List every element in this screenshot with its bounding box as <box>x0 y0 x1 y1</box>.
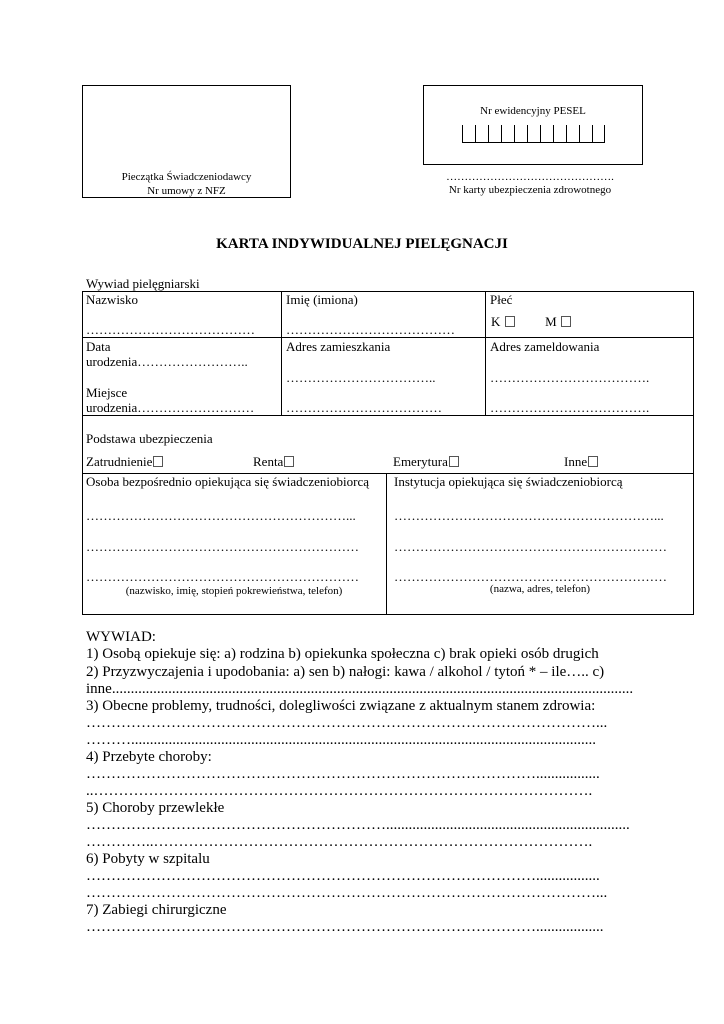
interview-line-8[interactable]: ………………………………………………………………………………................. <box>86 766 600 782</box>
section-label: Wywiad pielęgniarski <box>86 276 200 291</box>
insurance-card-label: Nr karty ubezpieczenia zdrowotnego <box>448 184 612 196</box>
interview-line-10: 5) Choroby przewlekłe <box>86 800 225 816</box>
institution-field-1[interactable]: ……………………………………………………... <box>394 508 664 523</box>
sex-k-checkbox[interactable] <box>505 316 515 327</box>
pesel-cell[interactable] <box>579 125 592 143</box>
insurance-employment-label: Zatrudnienie <box>86 454 153 469</box>
insurance-other-checkbox[interactable] <box>588 456 598 467</box>
institution-field-3[interactable]: ……………………………………………………… <box>394 569 667 584</box>
residence-label: Adres zamieszkania <box>286 339 391 354</box>
caregiver-field-3[interactable]: ……………………………………………………… <box>86 569 359 584</box>
institution-hint: (nazwa, adres, telefon) <box>489 583 591 595</box>
interview-line-13: 6) Pobyty w szpitalu <box>86 851 210 867</box>
birthplace-field[interactable]: urodzenia……………………… <box>86 400 255 415</box>
interview-line-15[interactable]: …………………………………………………………………………………………... <box>86 885 608 901</box>
insurance-retirement-label: Emerytura <box>393 454 448 469</box>
interview-line-1: 1) Osobą opiekuje się: a) rodzina b) opiekunka społeczna c) brak opieki osób drugich <box>86 646 599 662</box>
page-title: KARTA INDYWIDUALNEJ PIELĘGNACJI <box>216 236 508 252</box>
pesel-cell[interactable] <box>514 125 527 143</box>
pesel-input-cells[interactable] <box>423 125 643 143</box>
interview-line-9[interactable]: ..………………………………………………………………………………………. <box>86 783 593 799</box>
pesel-cell[interactable] <box>592 125 605 143</box>
pesel-cell[interactable] <box>462 125 475 143</box>
sex-m-checkbox[interactable] <box>561 316 571 327</box>
insurance-pension <box>253 454 294 470</box>
interview-line-16: 7) Zabiegi chirurgiczne <box>86 902 227 918</box>
institution-field-2[interactable]: ……………………………………………………… <box>394 539 667 554</box>
pesel-cell[interactable] <box>501 125 514 143</box>
caregiver-field-1[interactable]: ……………………………………………………... <box>86 508 356 523</box>
interview-line-2: 2) Przyzwyczajenia i upodobania: a) sen b) nałogi: kawa / alkohol / tytoń * – ile….. c) <box>86 664 605 680</box>
insurance-label: Podstawa ubezpieczenia <box>86 431 213 446</box>
insurance-employment-checkbox[interactable] <box>153 456 163 467</box>
interview-line-14[interactable]: ………………………………………………………………………………................. <box>86 868 600 884</box>
pesel-cell[interactable] <box>475 125 488 143</box>
sex-m-label: M <box>545 314 557 329</box>
interview-line-6[interactable]: ………............................................................................................................................ <box>86 732 596 748</box>
insurance-card-dots: ………………………………………. <box>446 171 614 183</box>
pesel-cell[interactable] <box>527 125 540 143</box>
institution-label: Instytucja opiekująca się świadczeniobiorcą <box>394 474 623 489</box>
insurance-pension-checkbox[interactable] <box>284 456 294 467</box>
interview-line-3[interactable]: inne........................................................................................................................................... <box>86 681 634 697</box>
insurance-employment <box>86 454 163 470</box>
surname-field[interactable]: ………………………………… <box>86 322 255 337</box>
birthplace-label: Miejsce <box>86 385 128 400</box>
stamp-label: Pieczątka Świadczeniodawcy <box>121 171 252 183</box>
interview-line-11[interactable]: ……………………………………………………................................................................. <box>86 817 630 833</box>
nfz-contract-label: Nr umowy z NFZ <box>147 185 226 197</box>
registration-label: Adres zameldowania <box>490 339 600 354</box>
insurance-other-label: Inne <box>564 454 588 469</box>
interview-line-4: 3) Obecne problemy, trudności, dolegliwości związane z aktualnym stanem zdrowia: <box>86 698 596 714</box>
insurance-other <box>564 454 598 470</box>
pesel-label: Nr ewidencyjny PESEL <box>480 105 586 117</box>
sex-k-label: K <box>491 314 501 329</box>
sex-label: Płeć <box>490 292 513 307</box>
first-name-label: Imię (imiona) <box>286 292 358 307</box>
interview-line-12[interactable]: …………..……………………………………………………………………………. <box>86 834 593 850</box>
caregiver-label: Osoba bezpośrednio opiekująca się świadczeniobiorcą <box>86 474 370 489</box>
pesel-cell[interactable] <box>540 125 553 143</box>
interview-line-17[interactable]: ……………………………………………………………………………….................. <box>86 919 604 935</box>
pesel-cell[interactable] <box>488 125 501 143</box>
pesel-cell[interactable] <box>553 125 566 143</box>
interview-line-7: 4) Przebyte choroby: <box>86 749 212 765</box>
birth-date-field[interactable]: urodzenia…………………….. <box>86 354 248 369</box>
interview-line-5[interactable]: …………………………………………………………………………………………... <box>86 715 608 731</box>
registration-field-1[interactable]: ………………………………. <box>490 370 650 385</box>
sex-options <box>491 314 571 330</box>
first-name-field[interactable]: ………………………………… <box>286 322 455 337</box>
insurance-retirement <box>393 454 459 470</box>
insurance-retirement-checkbox[interactable] <box>449 456 459 467</box>
surname-label: Nazwisko <box>86 292 138 307</box>
residence-field-1[interactable]: …………………………….. <box>286 370 436 385</box>
caregiver-hint: (nazwisko, imię, stopień pokrewieństwa, telefon) <box>125 585 343 597</box>
insurance-pension-label: Renta <box>253 454 284 469</box>
pesel-cell[interactable] <box>566 125 579 143</box>
interview-heading: WYWIAD: <box>86 629 156 645</box>
registration-field-2[interactable]: ………………………………. <box>490 400 650 415</box>
residence-field-2[interactable]: ……………………………… <box>286 400 442 415</box>
caregiver-field-2[interactable]: ……………………………………………………… <box>86 539 359 554</box>
birth-date-label: Data <box>86 339 111 354</box>
